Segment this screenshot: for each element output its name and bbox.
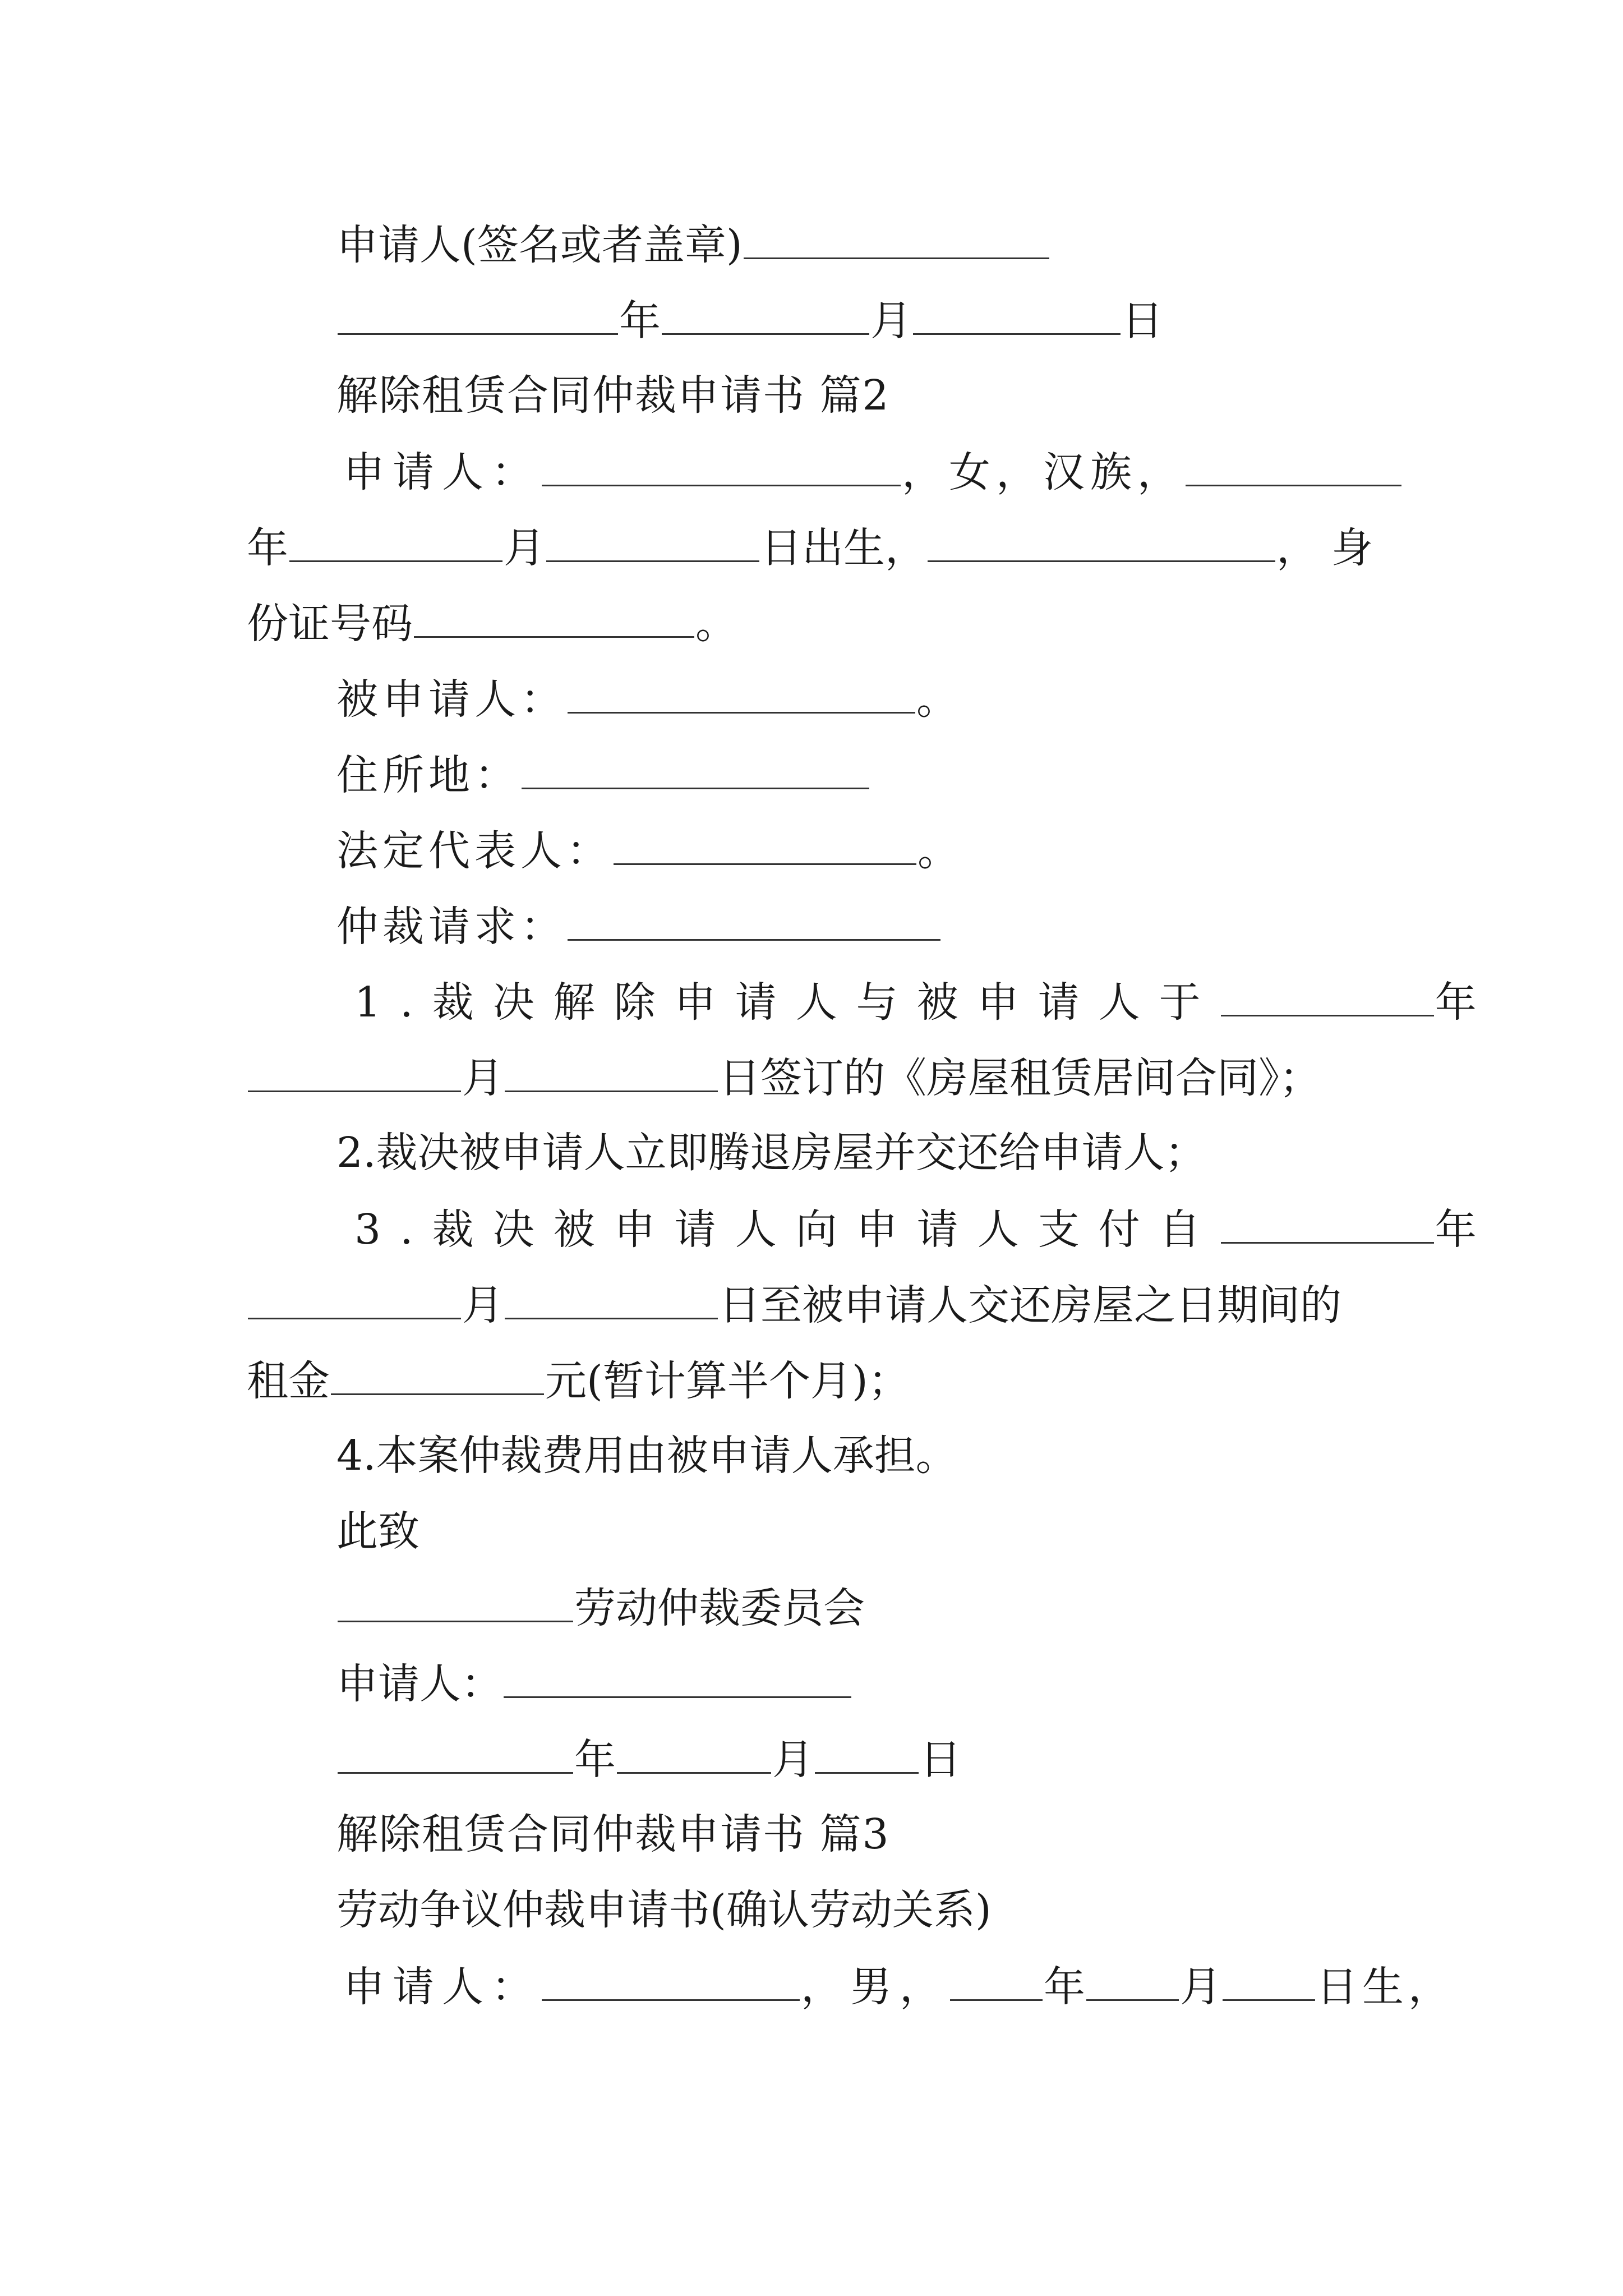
rent-unit-text: 元(暂计算半个月)；: [545, 1357, 910, 1405]
section-heading-2: 解除租赁合同仲裁申请书 篇2: [336, 371, 890, 420]
labor-birth-month-blank[interactable]: [1086, 1958, 1179, 2001]
month-blank[interactable]: [662, 292, 869, 335]
birth-month-label: 月: [504, 524, 545, 572]
id-prefix-text: ，身: [1276, 524, 1386, 572]
rent-label: 租金: [247, 1357, 330, 1405]
committee-label: 劳动仲裁委员会: [574, 1584, 865, 1632]
claim-3-line-3: [247, 1352, 910, 1408]
signature-date-line: [336, 292, 1163, 348]
labor-dispute-title: 劳动争议仲裁申请书(确认劳动关系): [336, 1886, 992, 1934]
closing-day-label: 日: [920, 1736, 961, 1784]
labor-birth-day-blank[interactable]: [1223, 1958, 1315, 2001]
period-2: 。: [916, 675, 958, 724]
labor-birth-day-label: 日生，: [1316, 1963, 1454, 2011]
id-prefix-blank[interactable]: [928, 519, 1275, 562]
claim-1-contract-text: 日签订的《房屋租赁居间合同》；: [719, 1054, 1321, 1102]
rent-amount-blank[interactable]: [331, 1352, 544, 1395]
address-label: 住所地：: [336, 751, 520, 799]
closing-applicant-label: 申请人：: [336, 1660, 502, 1708]
closing-applicant-line: [336, 1655, 852, 1711]
claims-blank[interactable]: [568, 898, 940, 941]
labor-applicant-gender: ，男，: [801, 1963, 949, 2011]
period-1: 。: [695, 600, 737, 648]
claim-3-period-text: 日至被申请人交还房屋之日期间的: [719, 1281, 1341, 1329]
labor-birth-year-blank[interactable]: [950, 1958, 1043, 2001]
closing-year-label: 年: [574, 1736, 616, 1784]
year-label: 年: [619, 297, 661, 345]
claim-3-month-blank[interactable]: [248, 1276, 461, 1319]
respondent-label: 被申请人：: [336, 675, 566, 724]
claim-1-text: 1.裁决解除申请人与被申请人于: [354, 978, 1220, 1027]
claim-3-day-blank[interactable]: [505, 1276, 718, 1319]
day-blank[interactable]: [913, 292, 1121, 335]
id-number-label: 份证号码: [247, 600, 413, 648]
respondent-blank[interactable]: [568, 670, 915, 714]
gender-ethnicity-text: ，女，汉族，: [902, 448, 1184, 496]
id-number-blank[interactable]: [414, 595, 694, 638]
birth-month-blank[interactable]: [289, 519, 502, 562]
legal-rep-line: [336, 822, 959, 878]
claim-3-year-label: 年: [1435, 1205, 1477, 1254]
closing-applicant-blank[interactable]: [504, 1655, 851, 1698]
claim-1-line-2: [247, 1049, 1321, 1105]
labor-applicant-line: [343, 1958, 1454, 2014]
salutation-line: 此致: [336, 1507, 419, 1556]
claims-label: 仲裁请求：: [336, 903, 566, 951]
claim-1-year-label: 年: [1435, 978, 1477, 1027]
claim-3-line-2: [247, 1276, 1341, 1332]
committee-line: [336, 1579, 865, 1635]
claim-3-text: 3.裁决被申请人向申请人支付自: [354, 1205, 1220, 1254]
legal-rep-blank[interactable]: [614, 822, 916, 865]
applicant-signature-label: 申请人(签名或者盖章): [336, 221, 743, 269]
birth-day-label: 日出生，: [760, 524, 926, 572]
closing-year-blank[interactable]: [338, 1731, 573, 1774]
labor-birth-month-label: 月: [1180, 1963, 1221, 2011]
applicant-info-line-2: [247, 519, 1386, 575]
applicant-name-blank[interactable]: [542, 443, 901, 486]
year-blank[interactable]: [338, 292, 618, 335]
claim-1-month-label: 月: [462, 1054, 504, 1102]
section-heading-3: 解除租赁合同仲裁申请书 篇3: [336, 1810, 890, 1858]
committee-name-blank[interactable]: [338, 1579, 573, 1622]
applicant-info-line-1: [343, 443, 1403, 499]
claim-1-day-blank[interactable]: [505, 1049, 718, 1092]
claim-3-month-label: 月: [462, 1281, 504, 1329]
claim-2-line: 2.裁决被申请人立即腾退房屋并交还给申请人；: [336, 1129, 1206, 1177]
period-3: 。: [917, 827, 959, 875]
closing-date-line: [336, 1731, 961, 1787]
claim-1-month-blank-a[interactable]: [248, 1049, 461, 1092]
birth-year-blank-a[interactable]: [1186, 443, 1401, 486]
claim-3-year-blank[interactable]: [1221, 1200, 1434, 1244]
labor-applicant-name-blank[interactable]: [542, 1958, 800, 2001]
labor-birth-year-label: 年: [1044, 1963, 1085, 2011]
claim-3-line-1: [354, 1200, 1477, 1257]
claim-4-line: 4.本案仲裁费用由被申请人承担。: [336, 1432, 957, 1480]
respondent-line: [336, 670, 958, 726]
month-label: 月: [870, 297, 912, 345]
closing-month-label: 月: [772, 1736, 814, 1784]
address-blank[interactable]: [522, 746, 869, 789]
legal-rep-label: 法定代表人：: [336, 827, 612, 875]
claim-1-line-1: [354, 973, 1477, 1029]
applicant-signature-line: [336, 216, 1050, 272]
claim-1-year-blank[interactable]: [1221, 973, 1434, 1016]
applicant-info-line-3: [247, 595, 737, 651]
labor-applicant-label: 申请人：: [343, 1963, 541, 2011]
closing-day-blank[interactable]: [815, 1731, 919, 1774]
day-label: 日: [1122, 297, 1163, 345]
birth-year-label: 年: [247, 524, 288, 572]
claims-line: [336, 898, 942, 954]
signature-blank[interactable]: [744, 216, 1049, 259]
birth-day-blank[interactable]: [546, 519, 759, 562]
address-line: [336, 746, 870, 802]
closing-month-blank[interactable]: [617, 1731, 771, 1774]
applicant-label: 申请人：: [343, 448, 541, 496]
